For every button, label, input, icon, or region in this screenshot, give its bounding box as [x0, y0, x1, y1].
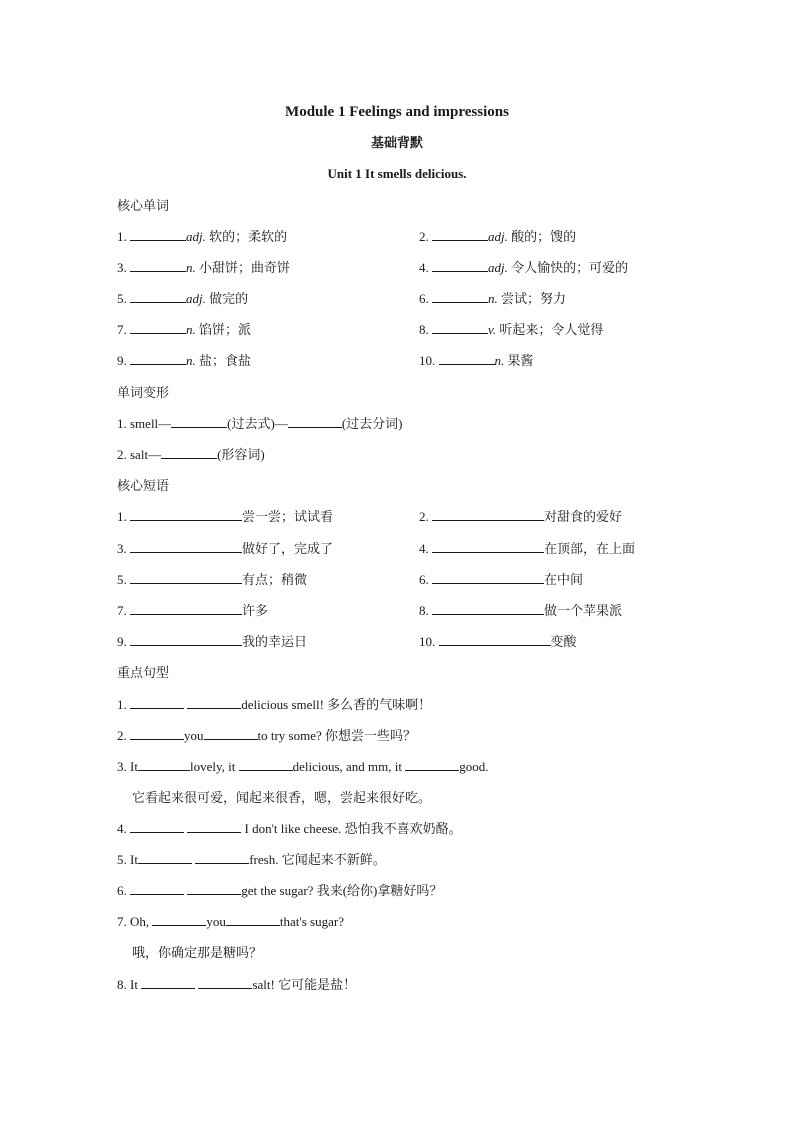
sentence-item: 7. Oh, you that's sugar?	[117, 914, 344, 929]
answer-blank[interactable]	[432, 228, 488, 241]
answer-blank[interactable]	[432, 508, 544, 521]
phrase-item: 10. 变酸	[419, 634, 577, 649]
sentence-item: 3. It lovely, it delicious, and mm, it good.	[117, 759, 489, 774]
answer-blank[interactable]	[439, 633, 551, 646]
phrase-item: 1. 尝一尝；试试看	[117, 509, 334, 524]
answer-blank[interactable]	[130, 727, 184, 740]
unit-title: Unit 1 It smells delicious.	[327, 166, 467, 181]
answer-blank[interactable]	[432, 571, 544, 584]
answer-blank[interactable]	[161, 446, 217, 459]
answer-blank[interactable]	[432, 540, 544, 553]
answer-blank[interactable]	[130, 696, 184, 709]
page-subtitle: 基础背默	[370, 135, 423, 150]
sentence-item: 1. delicious smell! 多么香的气味啊！	[117, 697, 432, 712]
answer-blank[interactable]	[187, 820, 241, 833]
sentence-item: 6. get the sugar? 我来(给你)拿糖好吗？	[117, 883, 443, 898]
section-heading-forms: 单词变形	[117, 385, 170, 400]
vocab-item: 2. adj. 酸的；馊的	[419, 229, 577, 244]
answer-blank[interactable]	[195, 851, 249, 864]
form-item: 1. smell— (过去式)— (过去分词)	[117, 416, 403, 431]
answer-blank[interactable]	[130, 571, 242, 584]
answer-blank[interactable]	[226, 913, 280, 926]
phrase-item: 7. 许多	[117, 603, 269, 618]
phrase-item: 4. 在顶部，在上面	[419, 541, 636, 556]
phrase-item: 6. 在中间	[419, 572, 584, 587]
answer-blank[interactable]	[239, 758, 293, 771]
vocab-item: 7. n. 馅饼；派	[117, 322, 252, 337]
answer-blank[interactable]	[130, 290, 186, 303]
phrase-item: 3. 做好了，完成了	[117, 541, 334, 556]
sentence-translation: 哦，你确定那是糖吗？	[132, 945, 263, 960]
sentence-item: 2. you to try some? 你想尝一些吗？	[117, 728, 417, 743]
phrase-item: 5. 有点；稍微	[117, 572, 308, 587]
form-item: 2. salt— (形容词)	[117, 447, 265, 462]
section-heading-phrases: 核心短语	[117, 478, 170, 493]
phrase-item: 8. 做一个苹果派	[419, 603, 623, 618]
answer-blank[interactable]	[187, 696, 241, 709]
vocab-item: 1. adj. 软的；柔软的	[117, 229, 288, 244]
vocab-item: 4. adj. 令人愉快的；可爱的	[419, 260, 629, 275]
answer-blank[interactable]	[130, 882, 184, 895]
vocab-item: 3. n. 小甜饼；曲奇饼	[117, 260, 291, 275]
answer-blank[interactable]	[130, 352, 186, 365]
answer-blank[interactable]	[130, 259, 186, 272]
answer-blank[interactable]	[152, 913, 206, 926]
answer-blank[interactable]	[138, 758, 190, 771]
page-title: Module 1 Feelings and impressions	[285, 104, 509, 120]
answer-blank[interactable]	[432, 259, 488, 272]
answer-blank[interactable]	[439, 352, 495, 365]
answer-blank[interactable]	[432, 321, 488, 334]
sentence-item: 4. I don't like cheese. 恐怕我不喜欢奶酪。	[117, 821, 462, 836]
answer-blank[interactable]	[432, 290, 488, 303]
answer-blank[interactable]	[130, 508, 242, 521]
answer-blank[interactable]	[141, 976, 195, 989]
answer-blank[interactable]	[432, 602, 544, 615]
phrase-item: 2. 对甜食的爱好	[419, 509, 623, 524]
vocab-item: 8. v. 听起来；令人觉得	[419, 322, 604, 337]
answer-blank[interactable]	[130, 633, 242, 646]
sentence-item: 8. It salt! 它可能是盐！	[117, 977, 357, 992]
vocab-item: 5. adj. 做完的	[117, 291, 249, 306]
vocab-item: 9. n. 盐；食盐	[117, 353, 252, 368]
sentence-translation: 它看起来很可爱，闻起来很香，嗯，尝起来很好吃。	[132, 790, 432, 805]
answer-blank[interactable]	[171, 415, 227, 428]
answer-blank[interactable]	[187, 882, 241, 895]
answer-blank[interactable]	[130, 228, 186, 241]
answer-blank[interactable]	[130, 602, 242, 615]
section-heading-vocab: 核心单词	[117, 198, 170, 213]
answer-blank[interactable]	[130, 321, 186, 334]
answer-blank[interactable]	[204, 727, 258, 740]
answer-blank[interactable]	[405, 758, 459, 771]
answer-blank[interactable]	[130, 540, 242, 553]
sentence-item: 5. It fresh. 它闻起来不新鲜。	[117, 852, 386, 867]
answer-blank[interactable]	[130, 820, 184, 833]
answer-blank[interactable]	[138, 851, 192, 864]
vocab-item: 6. n. 尝试；努力	[419, 291, 567, 306]
answer-blank[interactable]	[288, 415, 342, 428]
section-heading-sentences: 重点句型	[117, 665, 170, 680]
phrase-item: 9. 我的幸运日	[117, 634, 308, 649]
answer-blank[interactable]	[198, 976, 252, 989]
vocab-item: 10. n. 果酱	[419, 353, 534, 368]
